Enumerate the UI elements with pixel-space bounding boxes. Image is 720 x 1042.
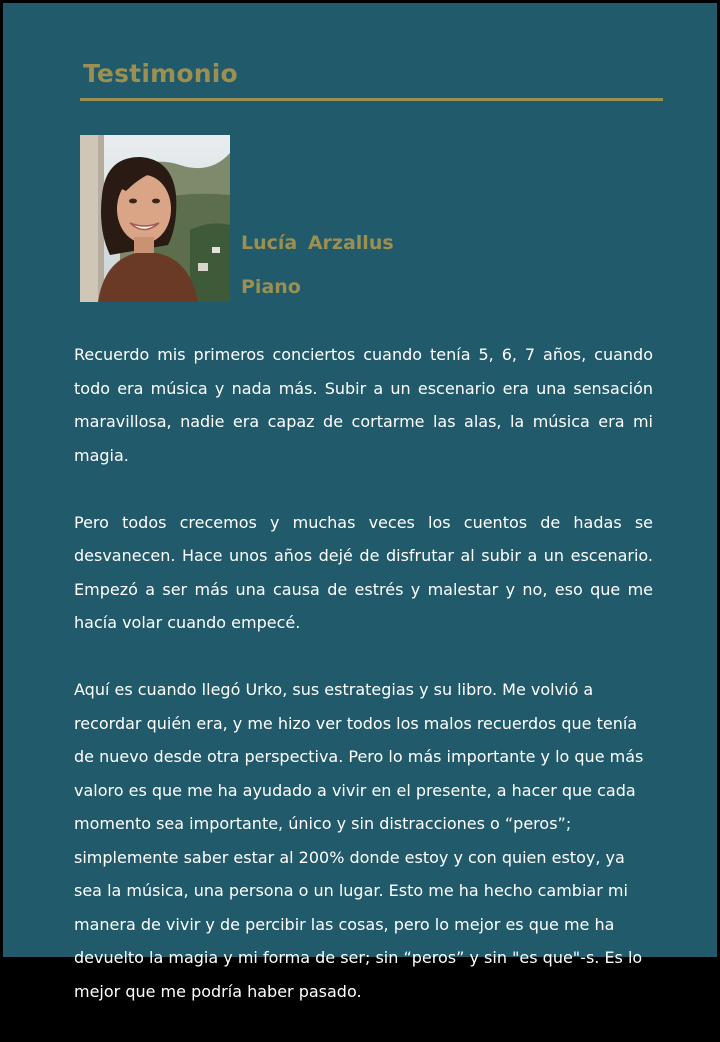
- page-title: Testimonio: [83, 59, 238, 88]
- paragraph: Aquí es cuando llegó Urko, sus estrategias y su libro. Me volvió a recordar quién era, y me hizo ver todos los malos recuerdos que tenía de nuevo desde otra perspectiva. Pero lo más importante y lo que más valoro es que me ha ayudado a vivir en el presente, a hacer que cada momento sea importante, único y sin distracciones o “peros”; simplemente saber estar al 200% donde estoy y con quien estoy, ya sea la música, una persona o un lugar. Esto me ha hecho cambiar mi manera de vivir y de percibir las cosas, pero lo mejor es que me ha devuelto la magia y mi forma de ser; sin “peros” y sin "es que"-s. Es lo mejor que me podría haber pasado.: [74, 680, 644, 1001]
- testimonial-body: [74, 338, 653, 1042]
- testimonial-slide: [3, 3, 717, 1001]
- paragraph: Pero todos crecemos y muchas veces los cuentos de hadas se desvanecen. Hace unos años dejé de disfrutar al subir a un escenario. Empezó a ser más una causa de estrés y malestar y no, eso que me hacía volar cuando empecé.: [74, 512, 653, 632]
- title-divider: [80, 98, 663, 101]
- paragraph: Recuerdo mis primeros conciertos cuando tenía 5, 6, 7 años, cuando todo era música y nada más. Subir a un escenario era una sensación maravillosa, nadie era capaz de cortarme las alas, la música era mi magia.: [74, 345, 653, 465]
- person-instrument: Piano: [241, 276, 301, 298]
- portrait-photo: [80, 135, 230, 302]
- person-name: Lucía Arzallus: [241, 232, 394, 254]
